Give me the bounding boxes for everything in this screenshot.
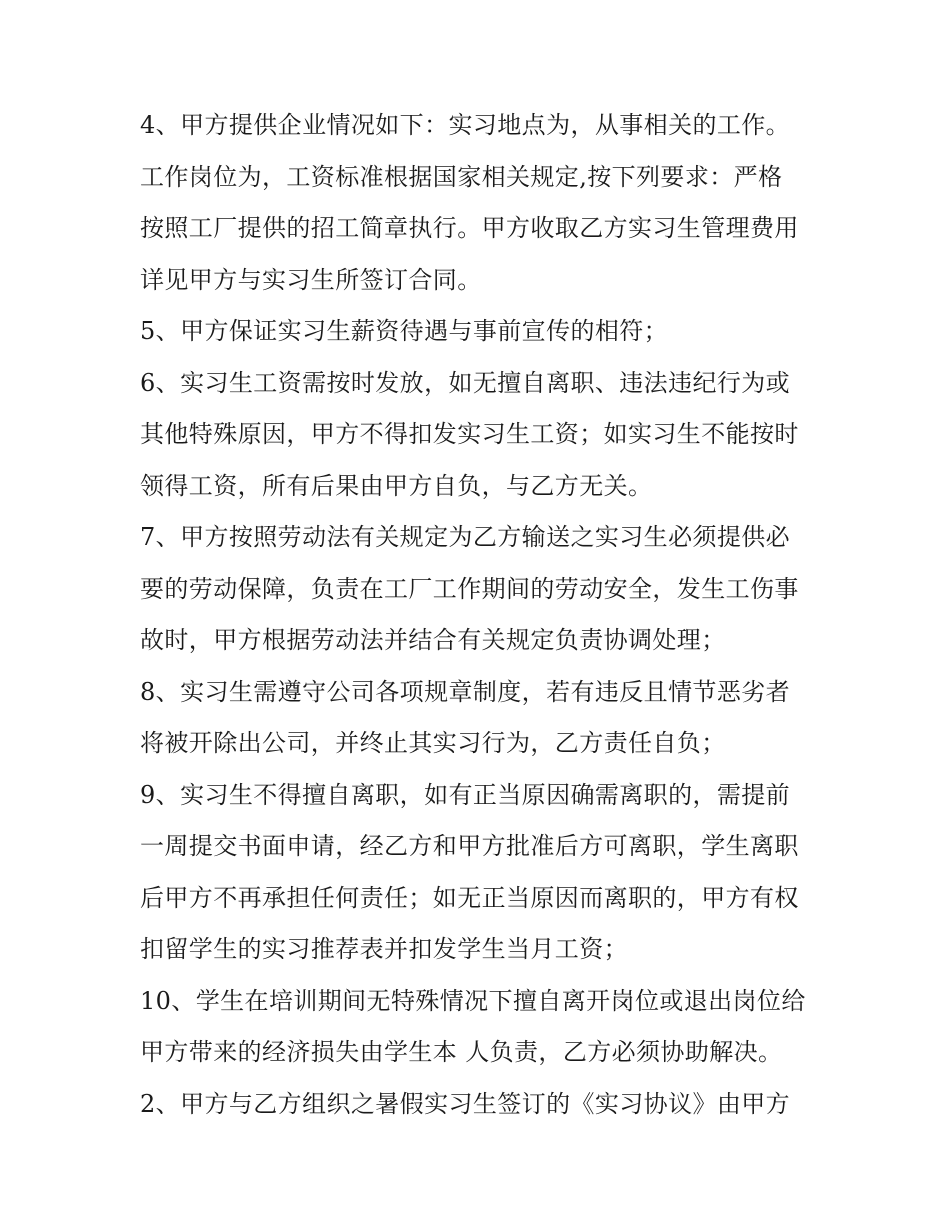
- text-line: 领得工资，所有后果由甲方自负，与乙方无关。: [140, 471, 653, 500]
- text-line: 其他特殊原因，甲方不得扣发实习生工资；如实习生不能按时: [140, 420, 799, 448]
- text-line: 10、学生在培训期间无特殊情况下擅自离开岗位或退出岗位给: [140, 986, 806, 1015]
- text-line: 按照工厂提供的招工简章执行。甲方收取乙方实习生管理费用: [140, 214, 799, 242]
- text-line: 详见甲方与实习生所签订合同。: [140, 265, 482, 294]
- text-line: 后甲方不再承担任何责任；如无正当原因而离职的，甲方有权: [140, 883, 799, 912]
- text-line: 7、甲方按照劳动法有关规定为乙方输送之实习生必须提供必: [140, 523, 791, 551]
- text-line: 2、甲方与乙方组织之暑假实习生签订的《实习协议》由甲方: [140, 1089, 791, 1118]
- text-line: 将被开除出公司，并终止其实习行为，乙方责任自负；: [140, 729, 726, 757]
- text-line: 故时，甲方根据劳动法并结合有关规定负责协调处理；: [140, 626, 726, 654]
- text-line: 6、实习生工资需按时发放，如无擅自离职、违法违纪行为或: [140, 368, 791, 397]
- text-line: 工作岗位为，工资标准根据国家相关规定,按下列要求：严格: [140, 162, 783, 191]
- text-line: 5、甲方保证实习生薪资待遇与事前宣传的相符；: [140, 317, 669, 345]
- text-line: 甲方带来的经济损失由学生本 人负责，乙方必须协助解决。: [140, 1038, 783, 1066]
- text-line: 一周提交书面申请，经乙方和甲方批准后方可离职，学生离职: [140, 832, 799, 860]
- text-line: 4、甲方提供企业情况如下：实习地点为，从事相关的工作。: [140, 111, 791, 139]
- text-line: 8、实习生需遵守公司各项规章制度，若有违反且情节恶劣者: [140, 677, 791, 706]
- document-body: [140, 100, 820, 1130]
- text-line: 扣留学生的实习推荐表并扣发学生当月工资；: [140, 935, 628, 963]
- text-line: 要的劳动保障，负责在工厂工作期间的劳动安全，发生工伤事: [140, 574, 799, 603]
- text-line: 9、实习生不得擅自离职，如有正当原因确需离职的，需提前: [140, 780, 791, 809]
